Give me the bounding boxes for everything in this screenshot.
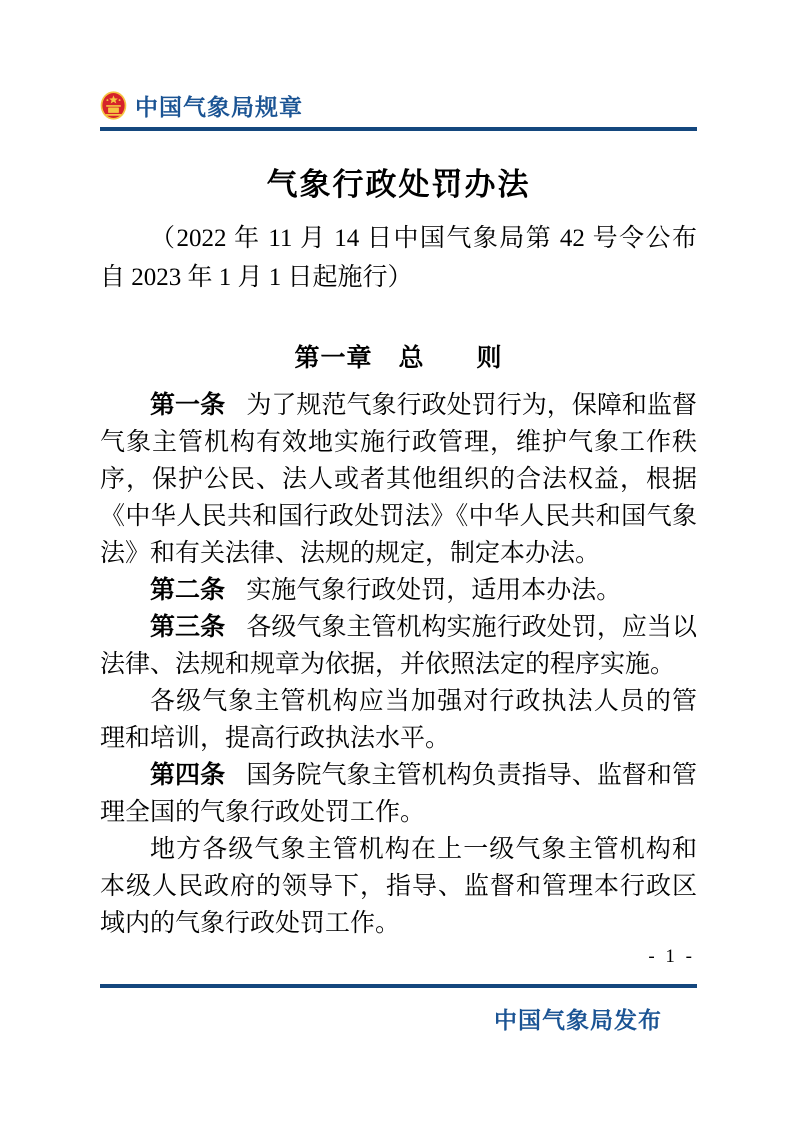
article-text: 地方各级气象主管机构在上一级气象主管机构和本级人民政府的领导下，指导、监督和管理本行政区域内的气象行政处罚工作。	[100, 836, 697, 937]
footer-divider	[100, 984, 697, 988]
article-paragraph	[100, 387, 697, 572]
document-title: 气象行政处罚办法	[266, 167, 531, 202]
document-body	[100, 163, 723, 942]
article-paragraph	[100, 683, 697, 757]
article-number: 第四条	[150, 761, 226, 789]
page-header	[100, 84, 697, 131]
page-number: - 1 -	[648, 946, 695, 967]
footer-publisher: 中国气象局发布	[494, 1007, 662, 1033]
publication-notice: （2022 年 11 月 14 日中国气象局第 42 号令公布 自 2023 年 1 月 1 日起施行）	[100, 225, 723, 291]
article-number: 第三条	[150, 613, 226, 641]
header-agency-label: 中国气象局规章	[135, 94, 303, 120]
article-paragraph	[100, 572, 697, 609]
article-text: 为了规范气象行政处罚行为，保障和监督气象主管机构有效地实施行政管理，维护气象工作秩序，保护公民、法人或者其他组织的合法权益，根据《中华人民共和国行政处罚法》《中华人民共和国气象法》和有关法律、法规的规定，制定本办法。	[100, 392, 697, 567]
article-paragraph	[100, 609, 697, 683]
article-text: 各级气象主管机构实施行政处罚，应当以法律、法规和规章为依据，并依照法定的程序实施。	[100, 614, 697, 678]
article-number: 第二条	[150, 576, 226, 604]
article-paragraph	[100, 831, 697, 942]
article-text: 各级气象主管机构应当加强对行政执法人员的管理和培训，提高行政执法水平。	[100, 688, 697, 752]
chapter-heading: 第一章 总 则	[294, 344, 503, 372]
article-number: 第一条	[150, 391, 226, 419]
national-emblem-icon	[100, 90, 127, 121]
article-text: 实施气象行政处罚，适用本办法。	[246, 577, 622, 604]
article-text: 国务院气象主管机构负责指导、监督和管理全国的气象行政处罚工作。	[100, 762, 697, 826]
article-paragraph	[100, 757, 697, 831]
